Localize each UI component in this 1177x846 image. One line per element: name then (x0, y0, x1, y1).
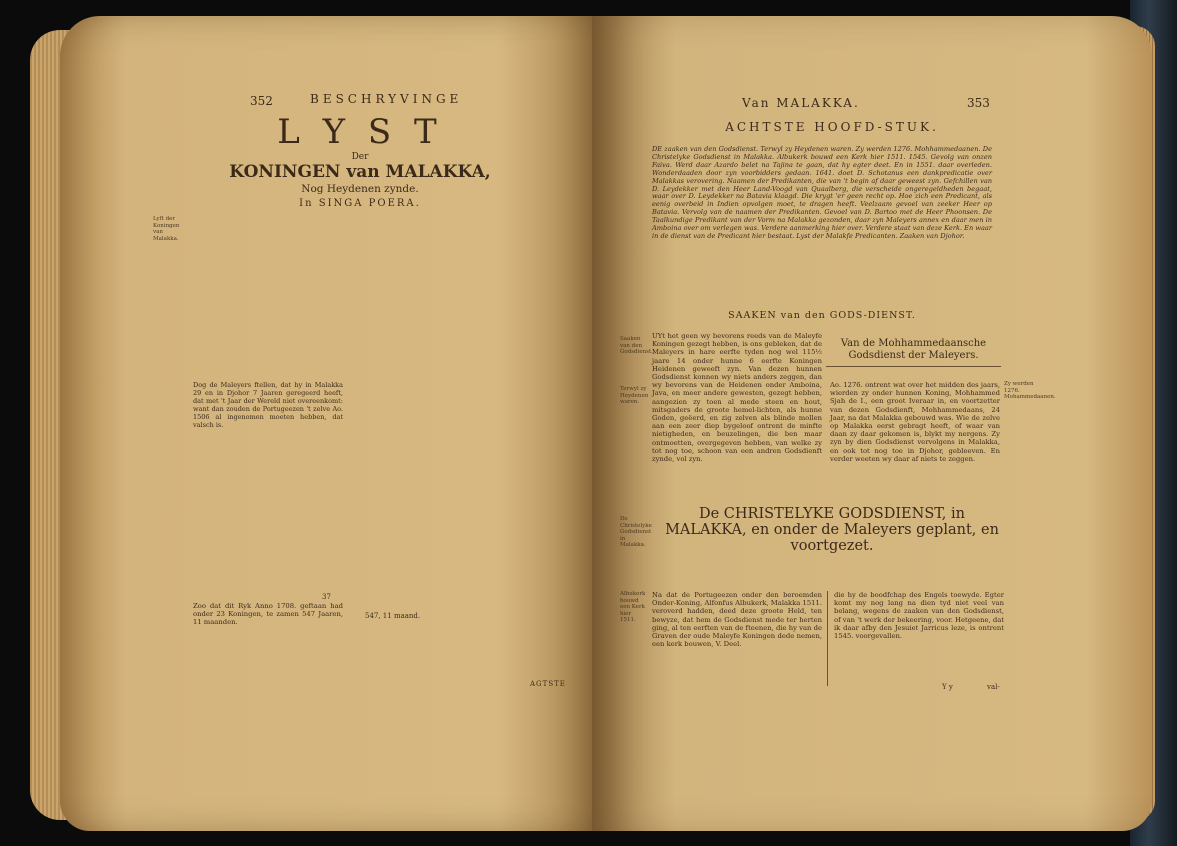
margin-note-2: Terwyl zy Heydenen waren. (620, 386, 649, 405)
section-title-2: De CHRISTELYKE GODSDIENST, in MALAKKA, en onder de Maleyers geplant, en voortgezet. (665, 506, 999, 554)
margin-note-1: Saaken van den Godsdienst. (620, 336, 653, 355)
title-der: Der (351, 152, 369, 162)
right-page-number: 353 (967, 96, 990, 110)
running-head-left: BESCHRYVINGE (310, 92, 463, 106)
zoo-text: Zoo dat dit Ryk Anno 1708. geftaan had onder 23 Koningen, te zamen 547 Jaaren, 11 maanden. (193, 602, 343, 627)
zoo-value: 547, 11 maand. (365, 612, 421, 620)
left-page-number: 352 (250, 94, 273, 108)
section-title-1: SAAKEN van den GODS-DIENST. (728, 310, 916, 321)
column-divider (827, 591, 828, 686)
margin-note-left: Lyft der Koningen van Malakka. (153, 216, 180, 242)
chapter-title: ACHTSTE HOOFD-STUK. (725, 120, 939, 134)
margin-note-5: Albukerk bouwd een Kerk hier 1511. (620, 591, 646, 623)
chapter-summary: DE zaaken van den Godsdienst. Terwyl zy Heydenen waren. Zy werden 1276. Mohhammedaanen. De Christelyke Godsdienst in Malakka. Albukerk bouwd een Kerk hier 1511. 1545. Gevolg van onzen Faiva. Werd daar Azardo belet na Tajina te gaan, dat hy egter deet. En in 1551. daar overleden. Wonderdaaden door zyn voorbidders gedaan. 1641. doet D. Schotanus een dankpredicatie over Malakkas verovering. Naamen der Predikanten, die van 't begin af daar geweest zyn. Gefchillen van D. Leydekker met den Heer Land-Voogd van Quaalberg, die verscheide ongeregeldheden begaat, waar over D. Leydekker na Batavia klaagd. Die krygt 'er geen recht op. Hoe zich een Predicant, als eenig overbeid in Indien opvolgen moet, te dragen heeft. Veelzaam gevoel van zeeker Heer op Batavia. Vervolg van de naamen der Predikanten. Gevoel van D. Bartoo met de Heer Phoonsen. De Taalkundige Predikant van der Vorm na Malakka gezonden, daar zyn Maleyers annex en daar men in Amboina over om verlegen was. Verdere aanmerking hier over. Verdere staat van deze Kerk. En waar in de dienst van de Predicant hier bestaat. Lyst der Malakfe Predicanten. Zaaken van Djohor. (652, 145, 992, 240)
total-37: 37 (322, 593, 331, 601)
catchword-right: val- (987, 683, 1000, 691)
signature-mark: Y y (942, 683, 953, 691)
catchword-left: AGTSTE (530, 680, 566, 688)
left-page (60, 16, 608, 831)
box-title: Van de Mohhammedaansche Godsdienst der Maleyers. (826, 338, 1001, 367)
para-2-left: Na dat de Portugeezen onder den beroemden Onder-Koning, Alfonfus Albukerk, Malakka 1511. veroverd hadden, deed deze groote Held, ten bewyze, dat hem de Godsdienst mede ter herten ging, al ten eerften van de fteenen, die hy van de Graven der oude Maleyfe Koningen dede nemen, een kerk bouwen, V. Deel. (652, 591, 822, 649)
title-lyst: L Y S T (277, 112, 443, 152)
open-book (30, 16, 1155, 831)
para-1-left: UYt het geen wy bevorens reeds van de Maleyfe Koningen gezegt hebben, is ons gebleken, dat de Maleyers in hare eerfte tyden nog wel 115½ jaare 14 onder hunne 6 eerfte Koningen Heidenen geweeft zyn. Van dezen hunnen Godsdienst konnen wy niets anders zeggen, dan wy bevorens van de Heidenen onder Amboina, Java, en meer andere gewesten, gezegt hebben, aangezien zy toen al mede steen en hout, mitsgaders de groote hemel-lichten, als hunne Goden, geëerd, en zig zelven als blinde mollen aan een zeer diep bygeloof ontrent de minfte nietigheden, en beuzelingen, die ben maar ontmoetten, overgegeven hebben, van welke zy tot nog toe, schoon van een andren Godsdienft zynde, vol zyn. (652, 332, 822, 464)
margin-note-3: Zy werden 1276. Mohammedaanen. (1004, 381, 1056, 400)
margin-note-4: De Christelyke Godsdienst in Malakka. (620, 516, 652, 548)
title-main: KONINGEN van MALAKKA, (229, 162, 491, 182)
para-1-right: Ao. 1276. ontrent wat over het midden des jaars, wierden zy onder hunnen Koning, Mohhammed Sjah de I., een groot Iveraar in, en voortzetter van dezen Godsdienft, Mohhammedaans, 24 Jaar, na dat Malakka gebouwd was. Wie de zelve op Malakka eerst gebragt heeft, of waar van daan zy daar gekomen is, blykt my nergens. Zy zyn by dien Godsdienst vervolgens in Malakka, en ook tot nog toe in Djohor, gebleeven. En verder weeten wy daar af niets te zeggen. (830, 381, 1000, 463)
title-sub: Nog Heydenen zynde. (301, 183, 419, 195)
running-head-right: Van MALAKKA. (742, 96, 860, 110)
note-text: Dog de Maleyers ftellen, dat hy in Malakka 29 en in Djohor 7 Jaaren geregeerd heeft, dat met 't Jaar der Wereld niet overeenkomt: want dan zouden de Portugeezen 't zelve Ao. 1506 al ingenomen moeten hebben, dat valsch is. (193, 381, 343, 429)
para-2-right: die hy de boodfchap des Engels toewyde. Egter komt my nog lang na dien tyd niet veel van belang, wegens de zaaken van den Godsdienst, of van 't werk der bekeering, voor. Hetgeene, dat ik daar afby den Jesuiet Jarricus leze, is ontrent 1545. voorgevallen. (834, 591, 1004, 641)
king-list-2 (180, 461, 600, 591)
right-page (592, 16, 1152, 831)
title-place: In SINGA POERA. (299, 198, 421, 209)
